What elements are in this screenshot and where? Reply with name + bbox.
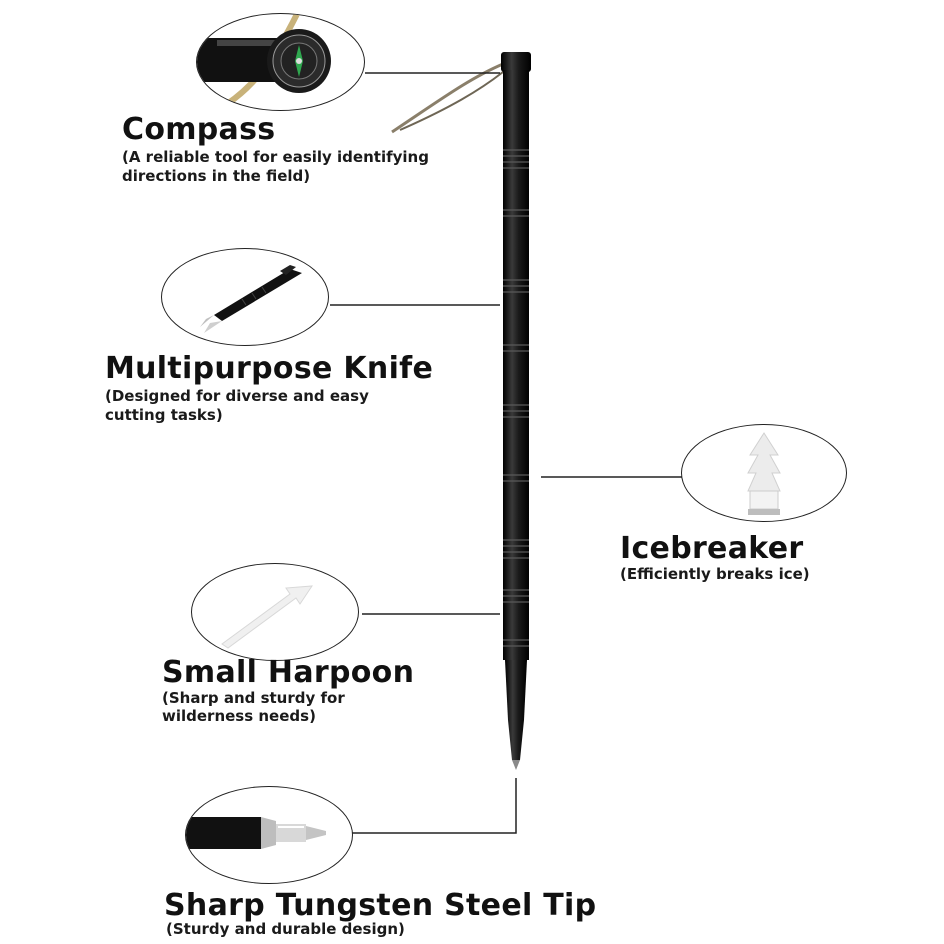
pole-tip bbox=[505, 660, 527, 760]
harpoon-icon bbox=[192, 564, 358, 660]
compass-desc-line2: directions in the field) bbox=[122, 167, 311, 185]
tip-title: Sharp Tungsten Steel Tip bbox=[164, 888, 597, 923]
compass-title: Compass bbox=[122, 112, 276, 147]
icebreaker-bubble bbox=[681, 424, 847, 522]
knife-icon bbox=[162, 249, 328, 345]
icebreaker-icon bbox=[682, 425, 846, 521]
compass-icon bbox=[197, 14, 364, 110]
pole-cap bbox=[501, 52, 531, 72]
harpoon-desc-line1: (Sharp and sturdy for bbox=[162, 689, 345, 707]
pole-body bbox=[503, 70, 529, 660]
tungsten-tip-icon bbox=[186, 787, 352, 883]
knife-desc-line1: (Designed for diverse and easy bbox=[105, 387, 369, 405]
compass-bubble bbox=[196, 13, 365, 111]
tip-bubble bbox=[185, 786, 353, 884]
icebreaker-desc-line1: (Efficiently breaks ice) bbox=[620, 565, 810, 583]
harpoon-title: Small Harpoon bbox=[162, 655, 415, 690]
knife-desc-line2: cutting tasks) bbox=[105, 406, 223, 424]
harpoon-desc-line2: wilderness needs) bbox=[162, 707, 316, 725]
knife-bubble bbox=[161, 248, 329, 346]
knife-title: Multipurpose Knife bbox=[105, 351, 434, 386]
icebreaker-title: Icebreaker bbox=[620, 531, 804, 566]
compass-desc-line1: (A reliable tool for easily identifying bbox=[122, 148, 429, 166]
lanyard-cord bbox=[392, 64, 503, 132]
tip-desc-line1: (Sturdy and durable design) bbox=[166, 920, 405, 938]
harpoon-bubble bbox=[191, 563, 359, 661]
